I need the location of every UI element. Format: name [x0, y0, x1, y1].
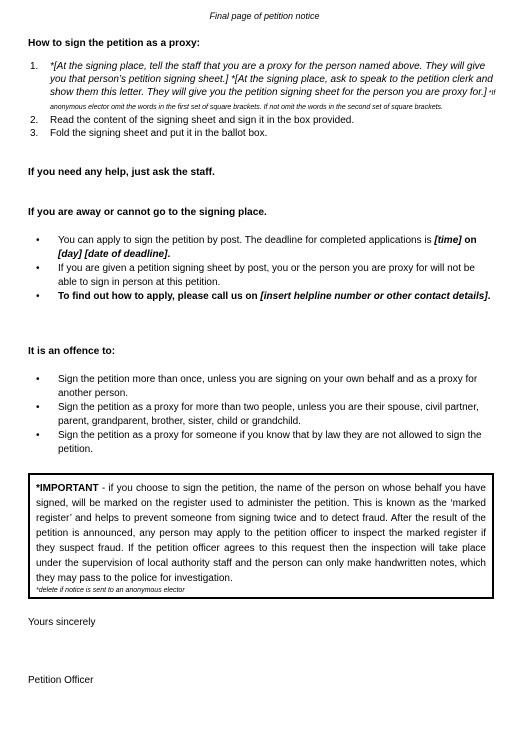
proxy-step-3	[30, 127, 500, 140]
bullet-icon: •	[36, 430, 40, 441]
bullet-text: If you are given a petition signing sheet by post, you or the person you are proxy for will not be able to sign in person at this petition.	[58, 263, 475, 288]
step-text: Read the content of the signing sheet and sign it in the box provided.	[50, 115, 355, 126]
closing-text: Yours sincerely	[28, 617, 96, 628]
important-footnote: *delete if notice is sent to an anonymous elector	[36, 587, 185, 594]
step-text: Fold the signing sheet and put it in the ballot box.	[50, 128, 268, 139]
offence-bullet	[36, 429, 496, 457]
bullet-text: .	[167, 249, 171, 260]
important-body: - if you choose to sign the petition, the name of the person on whose behalf you have signed, will be marked on the register used to administer the petition. This is known as the ‘marked register’ and helps to prevent someone from signing twice and to detect fraud. After the result of the petition is announced, any person may apply to the petition officer to inspect the marked register if they suspect fraud. If the petition officer agrees to this request then the inspection will take place under the supervision of local authority staff and the person can only make handwritten notes, which they may pass to the police for investigation.	[36, 483, 486, 584]
proxy-steps-list	[30, 60, 500, 140]
step-number: 2.	[30, 115, 39, 126]
bullet-text: You can apply to sign the petition by post. The deadline for completed applications is	[58, 235, 435, 246]
bullet-text: Sign the petition as a proxy for more than two people, unless you are their spouse, civil partner, parent, grandparent, brother, sister, child or grandchild.	[58, 402, 479, 427]
important-label: *IMPORTANT	[36, 483, 99, 494]
bullet-icon: •	[36, 402, 40, 413]
placeholder-deadline: [day] [date of deadline]	[58, 249, 168, 260]
away-bullet-3	[36, 290, 496, 304]
offence-bullet-list	[36, 373, 496, 457]
bullet-text: on	[461, 235, 477, 246]
step-number: 3.	[30, 128, 39, 139]
offence-heading: It is an offence to:	[28, 346, 116, 357]
away-heading: If you are away or cannot go to the signing place.	[28, 207, 267, 218]
proxy-step-2	[30, 114, 500, 127]
bullet-text: To find out how to apply, please call us on	[58, 291, 261, 302]
bullet-icon: •	[36, 291, 40, 302]
placeholder-time: [time]	[434, 235, 462, 246]
signature-title: Petition Officer	[28, 675, 94, 686]
away-bullet-1	[36, 234, 496, 262]
bullet-icon: •	[36, 263, 40, 274]
away-bullet-2	[36, 262, 496, 290]
step-footnote: *If anonymous elector omit the words in the first set of square brackets. If not omit the words in the second set of square brackets.	[50, 90, 496, 111]
proxy-step-1	[30, 60, 500, 114]
bullet-text: .	[487, 291, 491, 302]
help-heading: If you need any help, just ask the staff.	[28, 167, 215, 178]
step-text: *[At the signing place, tell the staff that you are a proxy for the person named above. They will give you that person’s petition signing sheet.] *[At the signing place, ask to speak to the petition clerk and show them this letter. They will give you the petition signing sheet for the person you are proxy for.]	[50, 61, 493, 98]
offence-bullet	[36, 401, 496, 429]
page-header: Final page of petition notice	[209, 11, 320, 21]
offence-bullet	[36, 373, 496, 401]
step-number: 1.	[30, 61, 39, 72]
placeholder-helpline: [insert helpline number or other contact details]	[260, 291, 488, 302]
away-bullet-list	[36, 234, 496, 304]
bullet-text: Sign the petition as a proxy for someone if you know that by law they are not allowed to sign the petition.	[58, 430, 482, 455]
proxy-heading: How to sign the petition as a proxy:	[28, 38, 201, 49]
bullet-icon: •	[36, 374, 40, 385]
important-notice-text	[36, 481, 486, 586]
bullet-icon: •	[36, 235, 40, 246]
bullet-text: Sign the petition more than once, unless you are signing on your own behalf and as a proxy for another person.	[58, 374, 478, 399]
important-notice-box	[28, 473, 494, 599]
